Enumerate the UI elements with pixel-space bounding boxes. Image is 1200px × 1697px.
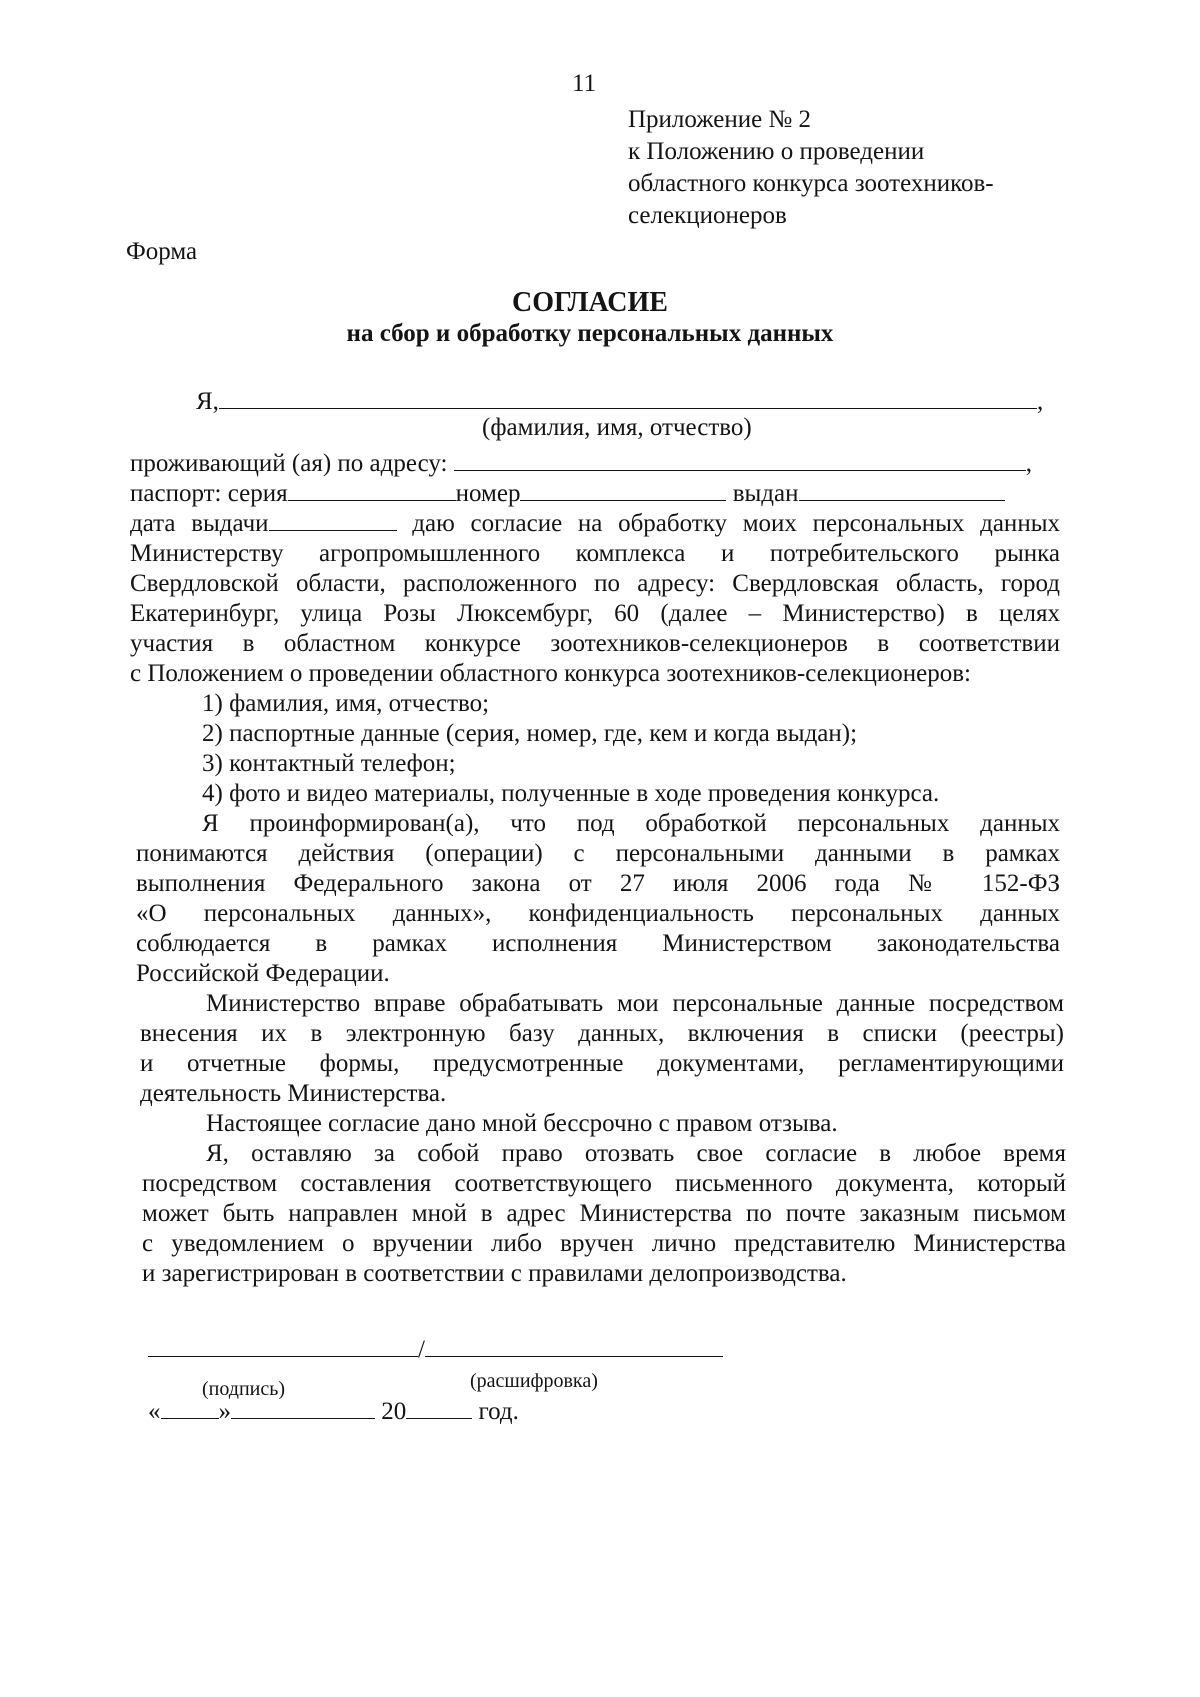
- inform-line: «О персональных данных», конфиденциальность персональных данных: [136, 900, 1060, 927]
- body-line: Свердловской области, расположенного по адресу: Свердловская область, город: [130, 570, 1060, 597]
- list-item: 4) фото и видео материалы, полученные в ходе проведения конкурса.: [202, 780, 940, 807]
- appendix-block: [628, 104, 994, 232]
- address-input-line[interactable]: [454, 448, 1026, 471]
- passport-number-input-line[interactable]: [520, 478, 726, 501]
- day-input-line[interactable]: [161, 1396, 219, 1419]
- revoke-line: посредством составления соответствующего письменного документа, который: [142, 1170, 1066, 1197]
- decode-caption: (расшифровка): [470, 1370, 598, 1392]
- passport-row: [130, 478, 1005, 509]
- revoke-line: Я, оставляю за собой право отозвать свое согласие в любое время: [206, 1140, 1066, 1167]
- revoke-line: может быть направлен мной в адрес Министерства по почте заказным письмом: [142, 1200, 1066, 1227]
- appendix-line: к Положению о проведении: [628, 138, 925, 165]
- revoke-line: и зарегистрирован в соответствии с правилами делопроизводства.: [142, 1260, 847, 1287]
- inform-line: Российской Федерации.: [136, 960, 390, 987]
- form-label: Форма: [126, 238, 198, 265]
- quote-close: »: [218, 1398, 231, 1425]
- revoke-line: с уведомлением о вручении либо вручен лично представителю Министерства: [142, 1230, 1066, 1257]
- signature-row: [148, 1334, 723, 1365]
- year-input-line[interactable]: [406, 1396, 472, 1419]
- decode-input-line[interactable]: [425, 1334, 723, 1357]
- signature-input-line[interactable]: [148, 1334, 418, 1357]
- body-line: Екатеринбург, улица Розы Люксембург, 60 (далее – Министерство) в целях: [130, 600, 1060, 627]
- body-line: Министерству агропромышленного комплекса и потребительского рынка: [130, 540, 1060, 567]
- consent-start: даю согласие на обработку моих персональных данных: [412, 510, 1060, 537]
- body-line: участия в областном конкурсе зоотехников-селекционеров в соответствии: [130, 630, 1060, 657]
- issue-date-row: [130, 508, 1060, 539]
- i-prefix: Я,: [196, 388, 219, 415]
- name-field-row: Я, ,: [196, 388, 1044, 415]
- list-item: 3) контактный телефон;: [202, 750, 456, 777]
- inform-line: понимаются действия (операции) с персональными данными в рамках: [136, 840, 1060, 867]
- address-label: проживающий (ая) по адресу:: [130, 450, 448, 477]
- ministry-line: внесения их в электронную базу данных, включения в списки (реестры): [140, 1020, 1064, 1047]
- quote-open: «: [148, 1398, 161, 1425]
- passport-number-label: номер: [455, 480, 521, 507]
- document-subtitle: на сбор и обработку персональных данных: [346, 320, 834, 347]
- ministry-line: Министерство вправе обрабатывать мои персональные данные посредством: [206, 990, 1064, 1017]
- appendix-line: областного конкурса зоотехников-: [628, 170, 994, 197]
- name-input-line[interactable]: [219, 386, 1037, 409]
- ministry-line: и отчетные формы, предусмотренные документами, регламентирующими: [140, 1050, 1064, 1077]
- inform-line: Я проинформирован(а), что под обработкой персональных данных: [202, 810, 1060, 837]
- document-title: СОГЛАСИЕ: [512, 287, 668, 318]
- page-number: 11: [572, 70, 597, 97]
- issued-input-line[interactable]: [799, 478, 1005, 501]
- year-prefix: 20: [381, 1398, 407, 1425]
- issue-date-label: дата выдачи: [130, 510, 269, 537]
- list-item: 2) паспортные данные (серия, номер, где, кем и когда выдан);: [202, 720, 858, 747]
- term-line: Настоящее согласие дано мной бессрочно с правом отзыва.: [206, 1110, 838, 1137]
- signature-caption: (подпись): [202, 1378, 286, 1400]
- body-line: с Положением о проведении областного конкурса зоотехников-селекционеров:: [130, 660, 971, 687]
- inform-line: соблюдается в рамках исполнения Министерством законодательства: [136, 930, 1060, 957]
- inform-line: выполнения Федерального закона от 27 июля 2006 года № 152-ФЗ: [136, 870, 1060, 897]
- date-row: [148, 1396, 519, 1427]
- year-suffix: год.: [478, 1398, 519, 1425]
- signature-separator: /: [418, 1336, 425, 1363]
- passport-series-label: паспорт: серия: [130, 480, 288, 507]
- month-input-line[interactable]: [231, 1396, 375, 1419]
- issued-label: выдан: [732, 480, 799, 507]
- address-row: проживающий (ая) по адресу: ,: [130, 450, 1032, 477]
- ministry-line: деятельность Министерства.: [140, 1080, 447, 1107]
- issue-date-input-line[interactable]: [269, 508, 397, 531]
- appendix-line: селекционеров: [628, 202, 787, 229]
- name-caption: (фамилия, имя, отчество): [482, 414, 752, 441]
- list-item: 1) фамилия, имя, отчество;: [202, 690, 490, 717]
- appendix-line: Приложение № 2: [628, 106, 812, 133]
- passport-series-input-line[interactable]: [288, 478, 456, 501]
